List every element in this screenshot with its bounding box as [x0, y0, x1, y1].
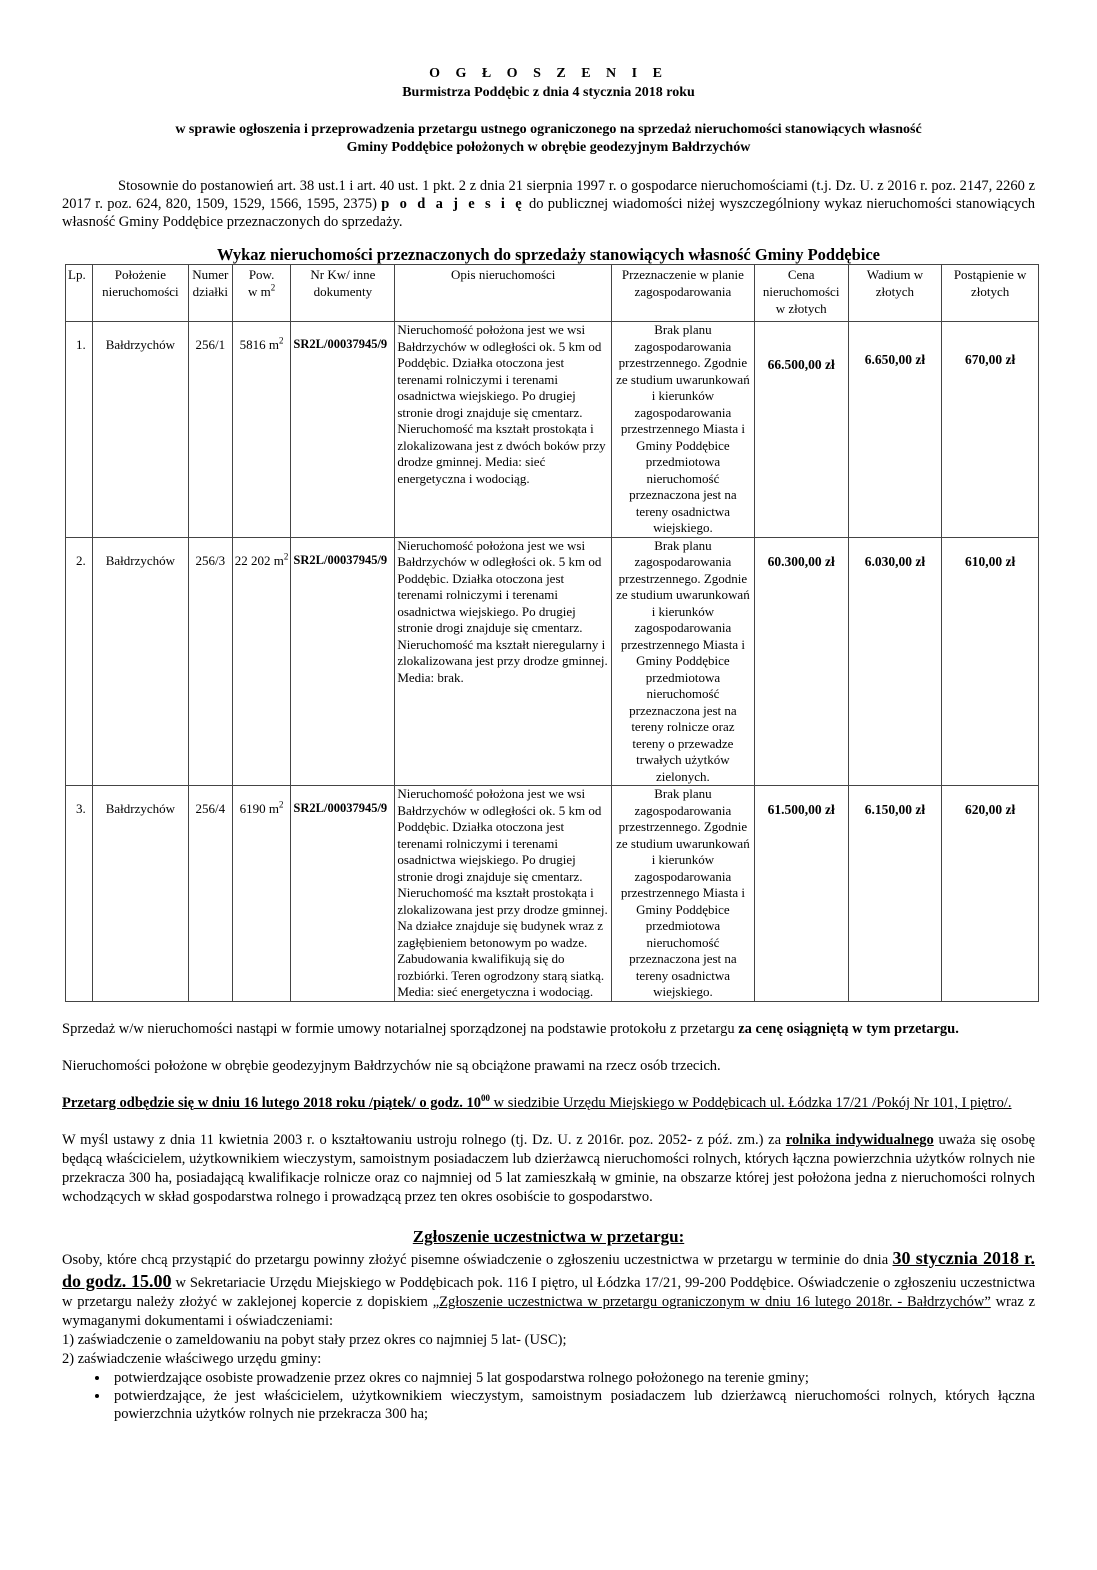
header-location: Położenie nieruchomości: [92, 265, 188, 322]
registration-title: Zgłoszenie uczestnictwa w przetargu:: [412, 1227, 685, 1246]
auction-bold: Przetarg odbędzie się w dniu 16 lutego 2018 roku /piątek/ o godz. $10^{00}$: [62, 1093, 491, 1111]
sale-paragraph: [62, 1020, 1035, 1039]
header-deposit: Wadium w złotych: [848, 265, 942, 322]
row-location: Bałdrzychów: [92, 786, 188, 1002]
registration-deadline: 30 stycznia 2018 r. do godz. 15.00: [62, 1248, 1036, 1291]
intro-text-b: do publicznej wiadomości niżej wyszczególniony wykaz nieruchomości stanowiących własność Gminy Poddębice przeznaczonych do sprzedaży.: [62, 196, 1036, 230]
registration-text-a: Osoby, które chcą przystąpić do przetargu powinny złożyć pisemne oświadczenie o zgłoszeniu uczestnictwa w przetargu w terminie do dnia: [62, 1252, 889, 1268]
header-lp: Lp.: [66, 265, 93, 322]
header-kw: Nr Kw/ inne dokumenty: [291, 265, 395, 322]
farmer-text-a: W myśl ustawy z dnia 11 kwietnia 2003 r. o kształtowaniu ustroju rolnego (tj. Dz. U. z 2016r. poz. 2052- z póź. zm.) za: [62, 1132, 782, 1148]
document-subtitle: Burmistrza Poddębic z dnia 4 stycznia 2018 roku: [402, 85, 695, 100]
row-location: Bałdrzychów: [92, 537, 188, 786]
document-topic: [82, 121, 1015, 157]
table-title: Wykaz nieruchomości przeznaczonych do sprzedaży stanowiących własność Gminy Poddębice: [216, 245, 881, 264]
farmer-bold: rolnika indywidualnego: [785, 1132, 934, 1148]
row-purpose: Brak planu zagospodarowania przestrzennego. Zgodnie ze studium uwarunkowań i kierunków zagospodarowania przestrzennego Miasta i Gminy Poddębice przedmiotowa nieruchomość przeznaczona jest na tereny osadnictwa wiejskiego.: [612, 322, 755, 538]
registration-text-c: wraz z wymaganymi dokumentami i oświadczeniami:: [62, 1294, 1035, 1329]
auction-rest: w siedzibie Urzędu Miejskiego w Poddębicach ul. Łódzka 17/21 /Pokój Nr 101, I piętro/.: [490, 1095, 1012, 1111]
table-row: [66, 537, 1039, 786]
row-number: 256/3: [188, 537, 232, 786]
encumbrance-paragraph: Nieruchomości położone w obrębie geodezyjnym Bałdrzychów nie są obciążone prawami na rzecz osób trzecich.: [62, 1058, 721, 1074]
header-step: Postąpienie w złotych: [942, 265, 1039, 322]
row-price: 60.300,00 zł: [754, 537, 848, 786]
table-header-row: [66, 265, 1039, 322]
row-price: 61.500,00 zł: [754, 786, 848, 1002]
header-area: Pow. w $m^2$: [232, 265, 291, 322]
sale-text: Sprzedaż w/w nieruchomości nastąpi w formie umowy notarialnej sporządzonej na podstawie protokołu z przetargu: [62, 1021, 735, 1037]
row-deposit: 6.150,00 zł: [848, 786, 942, 1002]
header-purpose: Przeznaczenie w planie zagospodarowania: [612, 265, 755, 322]
registration-bullets: [62, 1369, 1035, 1423]
row-lp: 3.: [66, 786, 93, 1002]
document-title: O G Ł O S Z E N I E: [429, 66, 668, 81]
row-purpose: Brak planu zagospodarowania przestrzennego. Zgodnie ze studium uwarunkowań i kierunków zagospodarowania przestrzennego Miasta i Gminy Poddębice przedmiotowa nieruchomość przeznaczona jest na tereny osadnictwa wiejskiego.: [612, 786, 755, 1002]
row-deposit: 6.650,00 zł: [848, 322, 942, 538]
header-price: Cena nieruchomości w złotych: [754, 265, 848, 322]
registration-text-b: w Sekretariacie Urzędu Miejskiego w Poddębicach pok. 116 I piętro, ul Łódzka 17/21, 99-200 Poddębice. Oświadczenie o zgłoszeniu uczestnictwa w przetargu należy złożyć w zaklejonej kopercie z dopiskiem: [62, 1275, 1036, 1310]
row-step: 620,00 zł: [942, 786, 1039, 1002]
row-lp: 1.: [66, 322, 93, 538]
header-desc: Opis nieruchomości: [395, 265, 612, 322]
row-desc: Nieruchomość położona jest we wsi Bałdrzychów w odległości ok. 5 km od Poddębic. Działka otoczona jest terenami rolniczymi i terenami osadnictwa wiejskiego. Po drugiej stronie drogi znajduje się cmentarz. Nieruchomość ma kształt nieregularny i zlokalizowana jest przy drodze gminnej. Media: brak.: [395, 537, 612, 786]
intro-paragraph: [62, 177, 1035, 231]
topic-line-1: w sprawie ogłoszenia i przeprowadzenia przetargu ustnego ograniczonego na sprzedaż nieruchomości stanowiących własność: [175, 122, 922, 137]
row-number: 256/4: [188, 786, 232, 1002]
list-item: • potwierdzające osobiste prowadzenie przez okres co najmniej 5 lat gospodarstwa rolnego położonego na terenie gminy;: [110, 1369, 1035, 1387]
intro-text-a: Stosownie do postanowień art. 38 ust.1 i art. 40 ust. 1 pkt. 2 z dnia 21 sierpnia 1997 r. o gospodarce nieruchomościami (t.j. Dz. U. z 2016 r. poz. 2147, 2260 z 2017 r. poz. 624, 820, 1509, 1529, 1566, 1595, 2375): [62, 178, 1035, 212]
farmer-paragraph: [62, 1131, 1035, 1207]
row-area: 22 202 $m^2$: [232, 537, 291, 786]
row-location: Bałdrzychów: [92, 322, 188, 538]
farmer-text-b: uważa się osobę będącą właścicielem, użytkownikiem wieczystym, samoistnym posiadaczem lub dzierżawcą nieruchomości rolnych, których łączna powierzchnia użytków rolnych nie przekracza 300 ha, posiadającą kwalifikacje rolnicze oraz co najmniej od 5 lat zamieszkałą w gminie, na obszarze której jest położona jedna z nieruchomości rolnych wchodzących w skład gospodarstwa rolnego i prowadzącą przez ten okres osobiście to gospodarstwo.: [62, 1132, 1036, 1205]
row-kw: SR2L/00037945/9: [291, 322, 395, 538]
row-kw: SR2L/00037945/9: [291, 537, 395, 786]
row-step: 610,00 zł: [942, 537, 1039, 786]
row-desc: Nieruchomość położona jest we wsi Bałdrzychów w odległości ok. 5 km od Poddębic. Działka otoczona jest terenami rolniczymi i terenami osadnictwa wiejskiego. Po drugiej stronie drogi znajduje się cmentarz. Nieruchomość ma kształt prostokąta i zlokalizowana jest przy drodze gminnej. Na działce znajduje się budynek wraz z zagłębieniem betonowym po wadze. Zabudowania kwalifikują się do rozbiórki. Teren ogrodzony starą siatką. Media: sieć energetyczna i wodociąg.: [395, 786, 612, 1002]
topic-line-2: Gminy Poddębice położonych w obrębie geodezyjnym Bałdrzychów: [346, 140, 751, 155]
row-number: 256/1: [188, 322, 232, 538]
registration-envelope: „Zgłoszenie uczestnictwa w przetargu ograniczonym w dniu 16 lutego 2018r. - Bałdrzychów”: [432, 1294, 991, 1310]
row-purpose: Brak planu zagospodarowania przestrzennego. Zgodnie ze studium uwarunkowań i kierunków zagospodarowania przestrzennego Miasta i Gminy Poddębice przedmiotowa nieruchomość przeznaczona jest na tereny rolnicze oraz tereny o przewadze trwałych użytków zielonych.: [612, 537, 755, 786]
row-kw: SR2L/00037945/9: [291, 786, 395, 1002]
row-deposit: 6.030,00 zł: [848, 537, 942, 786]
sale-bold: za cenę osiągniętą w tym przetargu.: [738, 1021, 959, 1037]
row-step: 670,00 zł: [942, 322, 1039, 538]
row-lp: 2.: [66, 537, 93, 786]
row-area: 6190 $m^2$: [232, 786, 291, 1002]
registration-paragraph: [62, 1247, 1035, 1331]
registration-item-1: 1) zaświadczenie o zameldowaniu na pobyt stały przez okres co najmniej 5 lat- (USC);: [62, 1332, 567, 1348]
list-item: • potwierdzające, że jest właścicielem, użytkownikiem wieczystym, samoistnym posiadaczem lub dzierżawcą nieruchomości rolnych, których łączna powierzchnia użytków rolnych nie przekracza 300 ha;: [110, 1387, 1035, 1423]
row-desc: Nieruchomość położona jest we wsi Bałdrzychów w odległości ok. 5 km od Poddębic. Działka otoczona jest terenami rolniczymi i terenami osadnictwa wiejskiego. Po drugiej stronie drogi znajduje się cmentarz. Nieruchomość ma kształt prostokąta i zlokalizowana jest z dwóch boków przy drodze gminnej. Media: sieć energetyczna i wodociąg.: [395, 322, 612, 538]
table-row: [66, 322, 1039, 538]
row-price: 66.500,00 zł: [754, 322, 848, 538]
header-number: Numer działki: [188, 265, 232, 322]
auction-paragraph: [62, 1094, 1035, 1113]
row-area: 5816 $m^2$: [232, 322, 291, 538]
intro-spaced: p o d a j e s i ę: [381, 196, 525, 212]
table-row: [66, 786, 1039, 1002]
property-table: [65, 264, 1039, 1002]
registration-item-2: 2) zaświadczenie właściwego urzędu gminy:: [62, 1351, 322, 1367]
